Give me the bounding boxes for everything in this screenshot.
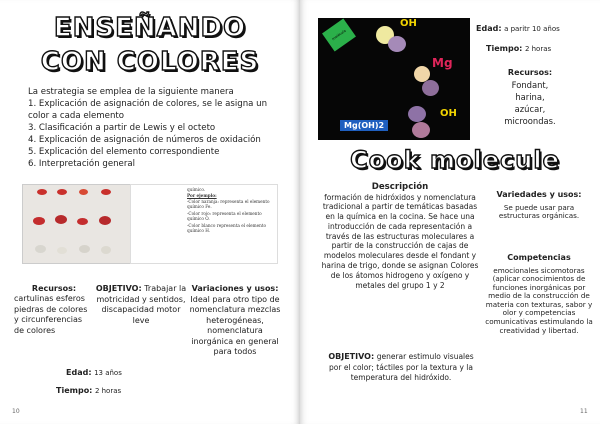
competencias-label: Competencias: [507, 253, 571, 262]
mg-label: Mg: [432, 56, 453, 70]
descripcion-block: [320, 182, 480, 290]
page-title-line1: ENSEÑANDO: [53, 13, 247, 43]
tiempo-label: Tiempo:: [56, 386, 93, 395]
molecule-photo: [318, 18, 470, 140]
edad-label: Edad:: [66, 368, 92, 377]
right-page: [300, 0, 600, 424]
step-item: 5. Explicación del elemento correspondiente: [28, 147, 220, 157]
objetivo-block: [322, 352, 480, 384]
doc-line: químico.: [187, 187, 206, 192]
competencias-text: emocionales sicomotoras (aplicar conocimientos de funciones inorgánicas por medio de la construcción de materia con texturas, sabor y olor y competencias comunicativas estimulando la creatividad y libertad.: [485, 265, 593, 335]
formula-label: Mg(OH)2: [340, 120, 388, 131]
doc-line: Por ejemplo:: [187, 193, 217, 198]
tiempo-value: 2 horas: [524, 45, 552, 53]
step-item: 4. Explicación de asignación de números de oxidación: [28, 135, 261, 145]
objetivo-text: Trabajar la motricidad y sentidos, discapacidad motor leve: [96, 284, 187, 325]
recursos-block: [500, 68, 560, 127]
doc-line: -Color rojo: representa el elemento químico O.: [187, 211, 262, 222]
recursos-block: [14, 284, 94, 295]
variedades-text: Se puede usar para estructuras orgánicas.: [498, 202, 580, 221]
intro-text: La estrategia se emplea de la siguiente manera: [28, 87, 234, 97]
variaciones-text: Ideal para otro tipo de nomenclatura mezclas heterogéneas, nomenclatura inorgánica en general para todos: [189, 294, 281, 356]
tiempo-label: Tiempo:: [486, 44, 523, 53]
edad-block: [66, 368, 186, 379]
descripcion-text: formación de hidróxidos y nomenclatura tradicional a partir de temáticas basadas en la química en la cocina. Se hace una introducción de cada representación a través de las estructuras moleculares a partir de la construcción de cajas de modelos moleculares desde el fondant y harina de trigo, donde se asignan Colores de los átomos hidrogeno y oxígeno y metales del grupo 1 y 2: [321, 192, 479, 290]
step-item: 6. Interpretación general: [28, 159, 136, 169]
page-title: Cook molecule: [350, 146, 560, 174]
edad-label: Edad:: [476, 24, 502, 33]
recursos-text: Fondant, harina, azúcar, microondas.: [504, 79, 556, 126]
tiempo-value: 2 horas: [94, 387, 122, 395]
doc-line: -Color naranja: representa el elemento químico Fe.: [187, 199, 270, 210]
page-number: 10: [12, 408, 20, 415]
variaciones-block: [186, 284, 284, 358]
objetivo-text: generar estimulo visuales por el color; táctiles por la textura y la temperatura del hidróxido.: [329, 352, 474, 382]
tiempo-block: [56, 386, 176, 397]
tag-label: molécula: [322, 19, 356, 52]
recursos-label: Recursos:: [31, 284, 77, 293]
objetivo-label: OBJETIVO:: [328, 352, 375, 361]
objetivo-block: [92, 284, 190, 326]
oh-label-bottom: OH: [440, 108, 457, 119]
edad-block: [476, 24, 600, 35]
colored-stones-photo: [22, 184, 132, 264]
variedades-block: [484, 190, 594, 221]
doc-line: -Color blanco representa el elemento químico H.: [187, 223, 267, 234]
step-item: 1. Explicación de asignación de colores, se le asigna un color a cada elemento: [28, 99, 268, 121]
tiempo-block: [486, 44, 600, 55]
competencias-block: [484, 253, 594, 335]
objetivo-label: OBJETIVO:: [95, 284, 142, 293]
descripcion-label: Descripción: [371, 182, 429, 192]
page-number: 11: [580, 408, 588, 415]
steps-list: [28, 98, 278, 170]
page-title-line2: CON COLORES: [40, 47, 260, 77]
variaciones-label: Variaciones y usos:: [191, 284, 279, 293]
recursos-text: cartulinas esferos piedras de colores y circunferencias de colores: [14, 294, 88, 335]
edad-value: 13 años: [94, 369, 122, 377]
example-document-snippet: [130, 184, 278, 264]
variedades-label: Variedades y usos:: [496, 190, 582, 199]
oh-label-top: OH: [400, 18, 417, 29]
recursos-label: Recursos:: [507, 68, 553, 77]
edad-value: a paritr 10 años: [504, 25, 560, 33]
step-item: 3. Clasificación a partir de Lewis y el octeto: [28, 123, 216, 133]
intro-block: [28, 86, 278, 170]
